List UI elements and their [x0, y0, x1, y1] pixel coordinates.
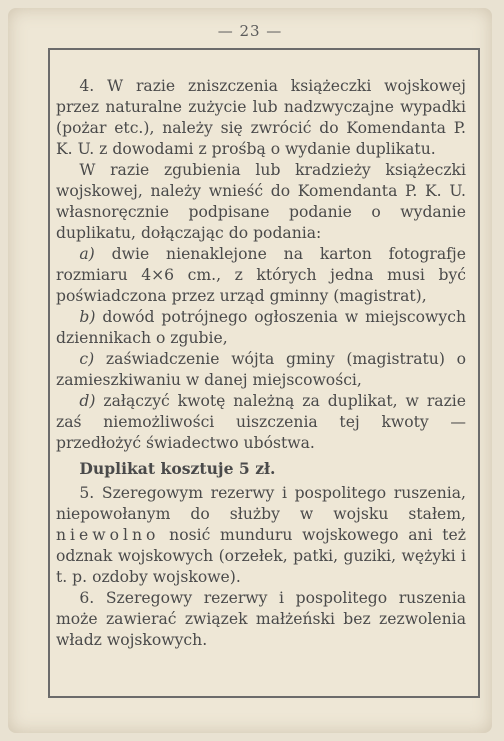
list-text-d: załączyć kwotę należną za duplikat, w razie zaś niemożliwości uiszczenia tej kwoty — przedłożyć świadectwo ubóstwa.: [56, 392, 466, 452]
list-label-a: a): [79, 245, 95, 263]
body-text: [56, 76, 466, 651]
section-heading: Duplikat kosztuje 5 zł.: [79, 459, 276, 478]
list-item-b: [56, 307, 466, 349]
paragraph-4: 4. W razie zniszczenia książeczki wojskowej przez naturalne zużycie lub nadzwyczajne wypadki (pożar etc.), należy się zwrócić do Komendanta P. K. U. z dowodami z prośbą o wydanie duplikatu.: [56, 77, 466, 158]
list-label-d: d): [79, 392, 96, 410]
paragraph-5-end: nosić munduru wojskowego ani też odznak wojskowych (orzełek, patki, guziki, wężyki i t. p. ozdoby wojskowe).: [56, 526, 466, 586]
list-item-d: [56, 391, 466, 454]
paragraph-lost-booklet: W razie zgubienia lub kradzieży książeczki wojskowej, należy wnieść do Komendanta P. K. U. własnoręcznie podpisane podanie o wydanie duplikatu, dołączając do podania:: [56, 161, 466, 242]
list-text-b: dowód potrójnego ogłoszenia w miejscowych dziennikach o zgubie,: [56, 308, 466, 347]
paragraph-6: 6. Szeregowy rezerwy i pospolitego ruszenia może zawierać związek małżeński bez zezwolenia władz wojskowych.: [56, 589, 466, 649]
page-number: — 23 —: [217, 22, 283, 40]
document-page: [8, 8, 492, 733]
paragraph-5-emphasis: niewolno: [56, 526, 160, 544]
paragraph-5-start: 5. Szeregowym rezerwy i pospolitego ruszenia, niepowołanym do służby w wojsku stałem,: [56, 484, 466, 523]
list-label-b: b): [79, 308, 96, 326]
list-item-a: [56, 244, 466, 307]
list-label-c: c): [79, 350, 95, 368]
list-text-c: zaświadczenie wójta gminy (magistratu) o zamieszkiwaniu w danej miejscowości,: [56, 350, 466, 389]
paragraph-5: [56, 483, 466, 588]
list-text-a: dwie nienaklejone na karton fotografje rozmiaru 4×6 cm., z których jedna musi być poświadczona przez urząd gminny (magistrat),: [56, 245, 466, 305]
list-item-c: [56, 349, 466, 391]
